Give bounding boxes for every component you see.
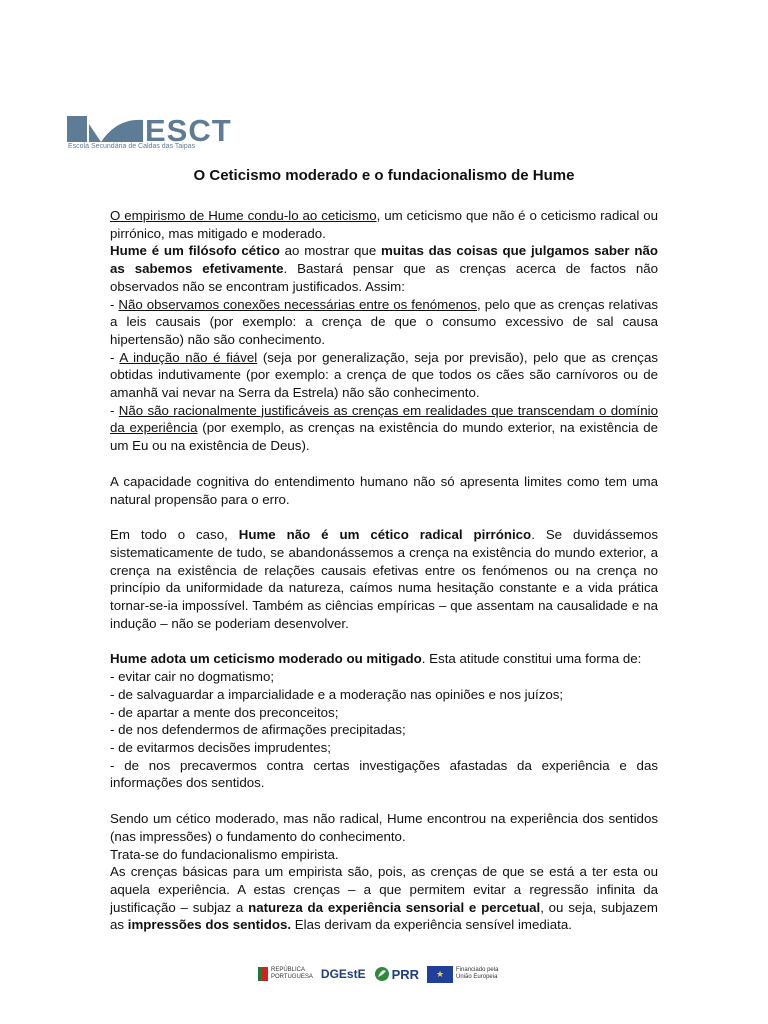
text-span: , um ceticismo que não é o ceticismo radical ou pirrónico, mas mitigado e moderado. bbox=[110, 208, 658, 241]
text-span: . Esta atitude constitui uma forma de: bbox=[421, 651, 642, 667]
paragraph-moderado bbox=[110, 650, 658, 668]
eu-logo bbox=[427, 966, 498, 983]
text-span: (por exemplo, as crenças na existência do mundo exterior, na existência de um Eu ou na existência de Deus). bbox=[110, 420, 659, 454]
bold-text: Hume é um filósofo cético bbox=[110, 243, 280, 259]
spacer bbox=[110, 792, 658, 810]
paragraph-crencas-basicas bbox=[110, 863, 658, 934]
logo-caption: União Europeia bbox=[456, 974, 498, 980]
spacer bbox=[110, 508, 658, 526]
list-item: - de salvaguardar a imparcialidade e a moderação nas opiniões e nos juízos; bbox=[110, 686, 564, 702]
bullet-inducao bbox=[110, 349, 658, 402]
logo-mark-icon bbox=[67, 112, 145, 144]
logo-caption: REPÚBLICA bbox=[271, 967, 306, 973]
text-span: As crenças básicas para um empirista são, pois, as crenças de que se está a ter esta ou aquela experiência. A estas crenças – a que permitem evitar a regressão infinita da justificação – subjaz a bbox=[110, 864, 658, 915]
paragraph-empirismo bbox=[110, 207, 658, 242]
text-span: . Bastará pensar que as crenças acerca de factos não observados não se encontram justificados. Assim: bbox=[110, 261, 658, 294]
bold-text: Hume adota um ceticismo moderado ou mitigado bbox=[110, 651, 422, 667]
list-item: - de nos precavermos contra certas investigações afastadas da experiência e das informações dos sentidos. bbox=[110, 757, 658, 791]
underlined-text: Não observamos conexões necessárias entre os fenómenos bbox=[118, 296, 478, 312]
document-body bbox=[110, 207, 658, 934]
spacer bbox=[110, 632, 658, 650]
school-logo bbox=[67, 112, 232, 156]
list-item: - de nos defendermos de afirmações precipitadas; bbox=[110, 722, 406, 738]
list-item: - evitar cair no dogmatismo; bbox=[110, 669, 275, 685]
text-span: Em todo o caso, bbox=[110, 527, 239, 543]
eu-flag-icon: ★ bbox=[427, 966, 453, 983]
prr-leaf-icon bbox=[374, 966, 390, 982]
paragraph-capacidade: A capacidade cognitiva do entendimento humano não só apresenta limites como tem uma natural propensão para o erro. bbox=[110, 473, 658, 507]
republica-logo bbox=[258, 967, 313, 981]
flag-icon bbox=[258, 967, 268, 981]
list-item: - de evitarmos decisões imprudentes; bbox=[110, 739, 331, 755]
underlined-text: A indução não é fiável bbox=[119, 349, 258, 365]
prr-logo bbox=[374, 966, 419, 982]
text-span: . Se duvidássemos sistematicamente de tudo, se abandonássemos a crença na existência do mundo exterior, a crença na existência de relações causais efetivas entre os fenómenos ou na crença no princípio da uniformidade da natureza, caímos numa hesitação constante e a vida prática tornar-se-ia impossível. Também as ciências empíricas – que assentam na causalidade e na indução – não se poderiam desenvolver. bbox=[110, 527, 659, 631]
bold-text: impressões dos sentidos. bbox=[127, 917, 292, 933]
logo-subtitle: Escola Secundária de Caldas das Taipas bbox=[68, 143, 196, 150]
text-span: , ou seja, subjazem as bbox=[110, 899, 658, 933]
paragraph-fundacionalismo: Trata-se do fundacionalismo empirista. bbox=[110, 846, 339, 862]
text-span: - bbox=[110, 402, 119, 418]
text-span: - bbox=[110, 349, 120, 365]
bold-text: Hume não é um cético radical pirrónico bbox=[238, 527, 532, 543]
list-item: - de apartar a mente dos preconceitos; bbox=[110, 704, 339, 720]
text-span: , pelo que as crenças relativas a leis causais (por exemplo: a crença de que o consumo excessivo de sal causa hipertensão) não são conhecimento. bbox=[110, 296, 659, 347]
bullet-conexoes bbox=[110, 296, 658, 349]
text-span: (seja por generalização, seja por previsão), pelo que as crenças obtidas indutivamente (por exemplo: a crença de que todos os cães são carnívoros ou de amanhã vai nevar na Serra da Estrela) não são conhecimento. bbox=[110, 349, 658, 401]
text-span: ao mostrar que bbox=[279, 243, 382, 259]
logo-caption: PORTUGUESA bbox=[271, 974, 313, 980]
bullet-transcendam bbox=[110, 402, 658, 455]
dgeste-logo bbox=[320, 966, 366, 981]
underlined-text: Não são racionalmente justificáveis as crenças em realidades que transcendam o domínio da experiência bbox=[110, 402, 658, 436]
logo-text: ESCT bbox=[145, 113, 232, 148]
logo-text: DGEstE bbox=[320, 966, 366, 981]
text-span: - bbox=[110, 296, 119, 312]
underlined-text: O empirismo de Hume condu-lo ao ceticismo bbox=[110, 208, 377, 223]
paragraph-fundamento: Sendo um cético moderado, mas não radical, Hume encontrou na experiência dos sentidos (nas impressões) o fundamento do conhecimento. bbox=[110, 811, 658, 844]
page-title: O Ceticismo moderado e o fundacionalismo de Hume bbox=[193, 167, 575, 184]
spacer bbox=[110, 455, 658, 473]
funding-logos bbox=[258, 962, 518, 986]
paragraph-cetico bbox=[110, 242, 658, 295]
paragraph-pirronico bbox=[110, 526, 658, 632]
logo-caption: Financiado pela bbox=[456, 967, 499, 973]
logo-text: PRR bbox=[391, 966, 420, 982]
text-span: Elas derivam da experiência sensível imediata. bbox=[291, 917, 572, 933]
bold-text: natureza da experiência sensorial e percetual bbox=[248, 899, 541, 915]
bold-text: muitas das coisas que julgamos saber não as sabemos efetivamente bbox=[110, 243, 658, 277]
